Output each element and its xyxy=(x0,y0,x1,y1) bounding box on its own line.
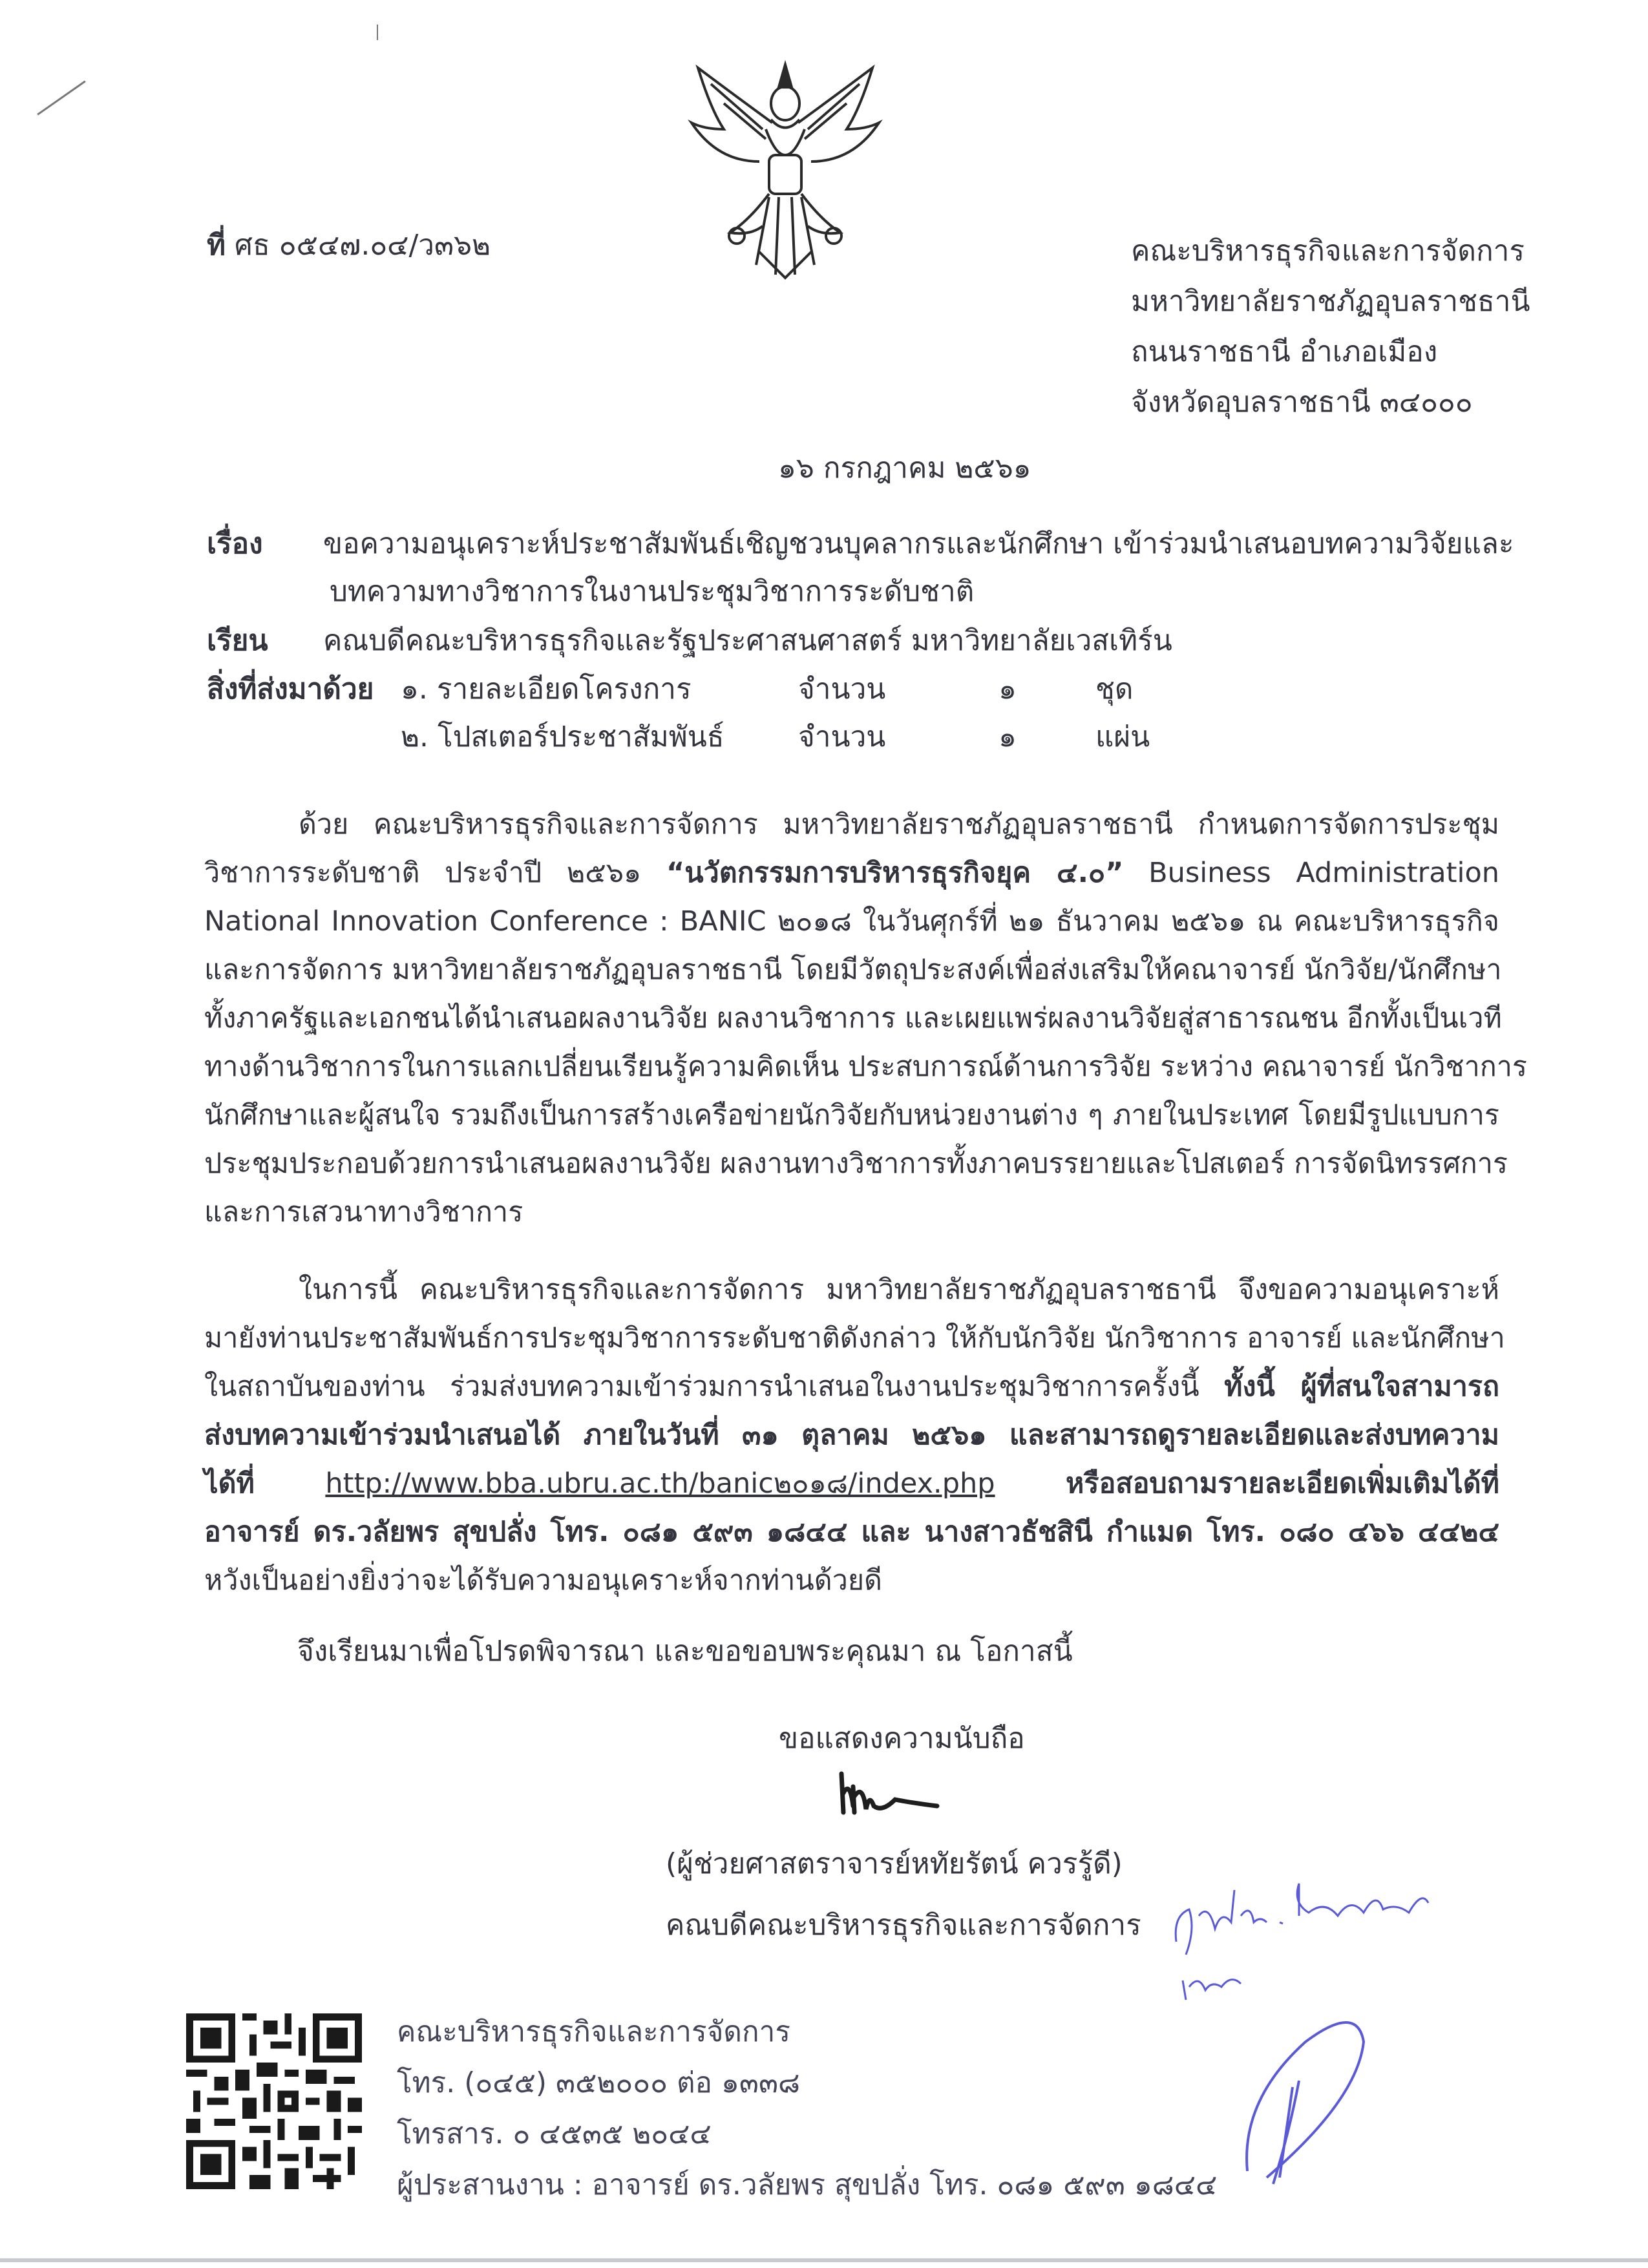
paragraph-line xyxy=(204,1513,1499,1551)
reference-number xyxy=(207,226,491,265)
text: ด้วย คณะบริหารธุรกิจและการจัดการ มหาวิทยาลัยราชภัฏอุบลราชธานี กำหนดการจัดการประชุม xyxy=(299,808,1499,841)
enclosure-qty-label: จำนวน xyxy=(798,720,886,753)
footer-contact xyxy=(397,2006,1217,2210)
enclosure-qty: ๑ xyxy=(998,673,1017,706)
paragraph-line xyxy=(204,1561,1499,1600)
text: Business Administration xyxy=(1123,857,1500,889)
footer-coordinator: ผู้ประสานงาน : อาจารย์ ดร.วลัยพร สุขปลั่ง โทร. ๐๘๑ ๕๙๓ ๑๘๔๔ xyxy=(397,2168,1218,2201)
paragraph-line xyxy=(204,950,1502,989)
enclosure-qty: ๑ xyxy=(998,720,1017,753)
enclosure-unit: แผ่น xyxy=(1095,720,1150,753)
paragraph-line xyxy=(299,1270,1499,1309)
text: ในการนี้ คณะบริหารธุรกิจและการจัดการ มหาวิทยาลัยราชภัฏอุบลราชธานี จึงขอความอนุเคราะห์ xyxy=(299,1274,1499,1306)
bold-text: อาจารย์ ดร.วลัยพร สุขปลั่ง โทร. ๐๘๑ ๕๙๓ ๑๘๔๔ และ นางสาวธัชสินี กำแมด โทร. ๐๘๐ ๔๖๖ ๔๔๒๔ xyxy=(204,1516,1499,1548)
text: และการจัดการ มหาวิทยาลัยราชภัฏอุบลราชธานี โดยมีวัตถุประสงค์เพื่อส่งเสริมให้คณาจารย์ นักวิจัย/นักศึกษา xyxy=(204,954,1502,986)
paragraph-line xyxy=(204,999,1502,1038)
paragraph-line xyxy=(204,1144,1508,1183)
text: National Innovation Conference : BANIC ๒๐๑๘ ในวันศุกร์ที่ ๒๑ ธันวาคม ๒๕๖๑ ณ คณะบริหารธุรกิจ xyxy=(204,905,1499,938)
bold-text: หรือสอบถามรายละเอียดเพิ่มเติมได้ที่ xyxy=(995,1467,1499,1500)
handwritten-note-icon xyxy=(1170,1877,1493,2006)
to-value: คณบดีคณะบริหารธุรกิจและรัฐประศาสนศาสตร์ มหาวิทยาลัยเวสเทิร์น xyxy=(323,624,1172,657)
signer-name: (ผู้ช่วยศาสตราจารย์หทัยรัตน์ ควรรู้ดี) xyxy=(666,1847,1123,1880)
to-label: เรียน xyxy=(207,624,268,657)
handwritten-initials-icon xyxy=(1228,2003,1422,2197)
text: ประชุมประกอบด้วยการนำเสนอผลงานวิจัย ผลงานทางวิชาการทั้งภาคบรรยายและโปสเตอร์ การจัดนิทรรศการ xyxy=(204,1148,1508,1180)
paragraph-line xyxy=(204,1464,1499,1503)
enclosures-label: สิ่งที่ส่งมาด้วย xyxy=(207,673,374,706)
sender-address xyxy=(1131,226,1530,428)
closing-request: จึงเรียนมาเพื่อโปรดพิจารณา และขอขอบพระคุณมา ณ โอกาสนี้ xyxy=(297,1635,1073,1668)
text: ในสถาบันของท่าน ร่วมส่งบทความเข้าร่วมการนำเสนอในงานประชุมวิชาการครั้งนี้ xyxy=(204,1370,1225,1403)
garuda-emblem-icon xyxy=(685,58,885,284)
paragraph-line xyxy=(204,1047,1527,1086)
text: มายังท่านประชาสัมพันธ์การประชุมวิชาการระดับชาติดังกล่าว ให้กับนักวิจัย นักวิชาการ อาจารย์ และนักศึกษา xyxy=(204,1322,1505,1354)
footer-line: คณะบริหารธุรกิจและการจัดการ xyxy=(397,2015,790,2048)
signer-title: คณบดีคณะบริหารธุรกิจและการจัดการ xyxy=(666,1909,1141,1942)
reference-value: ศธ ๐๕๔๗.๐๔/ว๓๖๒ xyxy=(235,229,491,262)
scan-mark xyxy=(37,80,85,115)
reference-label: ที่ xyxy=(207,229,226,262)
paragraph-line xyxy=(204,1096,1499,1135)
scan-edge xyxy=(0,2258,1648,2262)
scan-mark xyxy=(377,25,378,40)
footer-phone: โทร. (๐๔๕) ๓๕๒๐๐๐ ต่อ ๑๓๓๘ xyxy=(397,2066,800,2099)
subject-line: บทความทางวิชาการในงานประชุมวิชาการระดับชาติ xyxy=(330,575,975,608)
footer-fax: โทรสาร. ๐ ๔๕๓๕ ๒๐๔๔ xyxy=(397,2117,712,2150)
enclosure-item: ๑. รายละเอียดโครงการ xyxy=(401,673,692,706)
enclosure-qty-label: จำนวน xyxy=(798,673,886,706)
letter-date: ๑๖ กรกฎาคม ๒๕๖๑ xyxy=(778,452,1031,485)
bold-text: “นวัตกรรมการบริหารธุรกิจยุค ๔.๐” xyxy=(666,857,1124,889)
enclosure-item: ๒. โปสเตอร์ประชาสัมพันธ์ xyxy=(401,720,724,753)
address-line: มหาวิทยาลัยราชภัฏอุบลราชธานี xyxy=(1131,285,1530,318)
text: วิชาการระดับชาติ ประจำปี ๒๕๖๑ xyxy=(204,857,666,889)
paragraph-line xyxy=(204,902,1499,941)
bold-text: ทั้งนี้ ผู้ที่สนใจสามารถ xyxy=(1224,1370,1499,1403)
paragraph-line xyxy=(204,1319,1505,1358)
qr-code-icon xyxy=(185,2013,363,2189)
address-line: ถนนราชธานี อำเภอเมือง xyxy=(1131,335,1438,368)
address-line: จังหวัดอุบลราชธานี ๓๔๐๐๐ xyxy=(1131,386,1473,419)
text: ทางด้านวิชาการในการแลกเปลี่ยนเรียนรู้ความคิดเห็น ประสบการณ์ด้านการวิจัย ระหว่าง คณาจารย์ นักวิชาการ xyxy=(204,1051,1527,1083)
bold-text: ได้ที่ xyxy=(204,1467,326,1500)
paragraph-line xyxy=(204,854,1499,892)
bold-text: ส่งบทความเข้าร่วมนำเสนอได้ ภายในวันที่ ๓๑ ตุลาคม ๒๕๖๑ และสามารถดูรายละเอียดและส่งบทความ xyxy=(204,1419,1499,1451)
text: หวังเป็นอย่างยิ่งว่าจะได้รับความอนุเคราะห์จากท่านด้วยดี xyxy=(204,1564,882,1597)
subject-label: เรื่อง xyxy=(207,527,263,560)
conference-website-link[interactable]: http://www.bba.ubru.ac.th/banic๒๐๑๘/index.php xyxy=(325,1467,995,1500)
paragraph-line xyxy=(204,1367,1499,1406)
text: นักศึกษาและผู้สนใจ รวมถึงเป็นการสร้างเครือข่ายนักวิจัยกับหน่วยงานต่าง ๆ ภายในประเทศ โดยมีรูปแบบการ xyxy=(204,1099,1499,1131)
subject-line: ขอความอนุเคราะห์ประชาสัมพันธ์เชิญชวนบุคลากรและนักศึกษา เข้าร่วมนำเสนอบทความวิจัยและ xyxy=(323,527,1514,560)
address-line: คณะบริหารธุรกิจและการจัดการ xyxy=(1131,235,1525,268)
enclosure-unit: ชุด xyxy=(1095,673,1134,706)
paragraph-line xyxy=(204,1193,1499,1232)
paragraph-line xyxy=(204,1416,1499,1454)
text: และการเสวนาทางวิชาการ xyxy=(204,1196,523,1228)
signature-icon xyxy=(834,1767,944,1825)
paragraph-line xyxy=(299,805,1499,844)
text: ทั้งภาครัฐและเอกชนได้นำเสนอผลงานวิจัย ผลงานวิชาการ และเผยแพร่ผลงานวิจัยสู่สาธารณชน อีกทั้งเป็นเวที xyxy=(204,1002,1502,1034)
closing-regards: ขอแสดงความนับถือ xyxy=(779,1722,1025,1755)
